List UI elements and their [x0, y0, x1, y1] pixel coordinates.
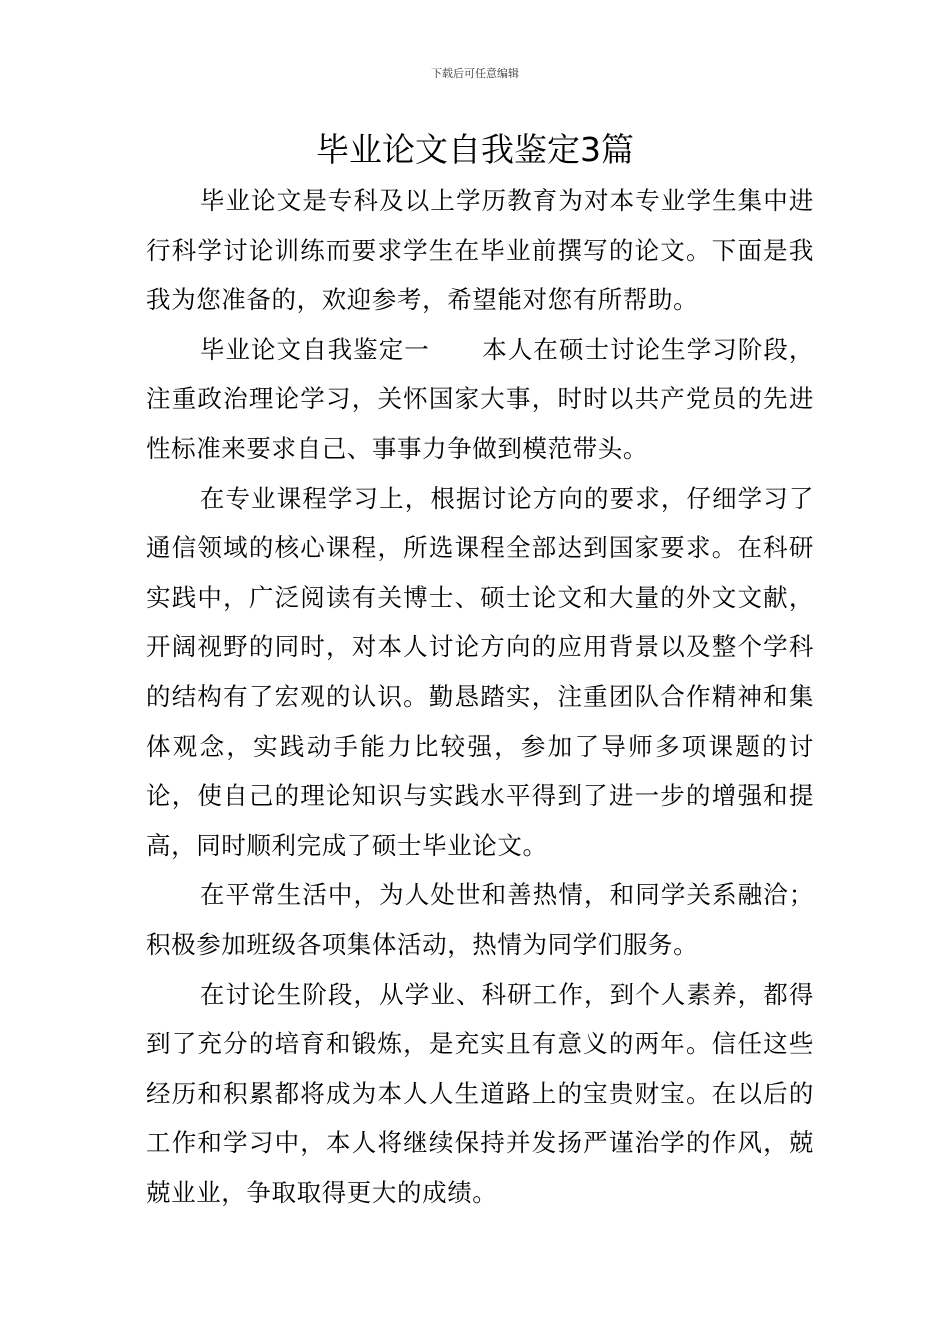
section-one-text: 本人在硕士讨论生学习阶段，注重政治理论学习，关怀国家大事，时时以共产党员的先进性标准来要求自己、事事力争做到模范带头。 [146, 334, 814, 463]
section-one-paragraph [146, 325, 814, 474]
document-body [146, 176, 814, 1217]
section-one-heading: 毕业论文自我鉴定一 [199, 334, 430, 364]
body-paragraph: 在平常生活中，为人处世和善热情，和同学关系融洽；积极参加班级各项集体活动，热情为同学们服务。 [146, 880, 814, 959]
body-paragraph: 在专业课程学习上，根据讨论方向的要求，仔细学习了通信领域的核心课程，所选课程全部达到国家要求。在科研实践中，广泛阅读有关博士、硕士论文和大量的外文文献，开阔视野的同时，对本人讨论方向的应用背景以及整个学科的结构有了宏观的认识。勤恳踏实，注重团队合作精神和集体观念，实践动手能力比较强，参加了导师多项课题的讨论，使自己的理论知识与实践水平得到了进一步的增强和提高，同时顺利完成了硕士毕业论文。 [146, 483, 814, 860]
document-title: 毕业论文自我鉴定3篇 [316, 130, 634, 169]
header-note: 下载后可任意编辑 [431, 67, 519, 80]
body-paragraph: 在讨论生阶段，从学业、科研工作，到个人素养，都得到了充分的培育和锻炼，是充实且有意义的两年。信任这些经历和积累都将成为本人人生道路上的宝贵财宝。在以后的工作和学习中，本人将继续保持并发扬严谨治学的作风，兢兢业业，争取取得更大的成绩。 [146, 979, 814, 1207]
intro-paragraph: 毕业论文是专科及以上学历教育为对本专业学生集中进行科学讨论训练而要求学生在毕业前撰写的论文。下面是我我为您准备的，欢迎参考，希望能对您有所帮助。 [146, 186, 814, 315]
